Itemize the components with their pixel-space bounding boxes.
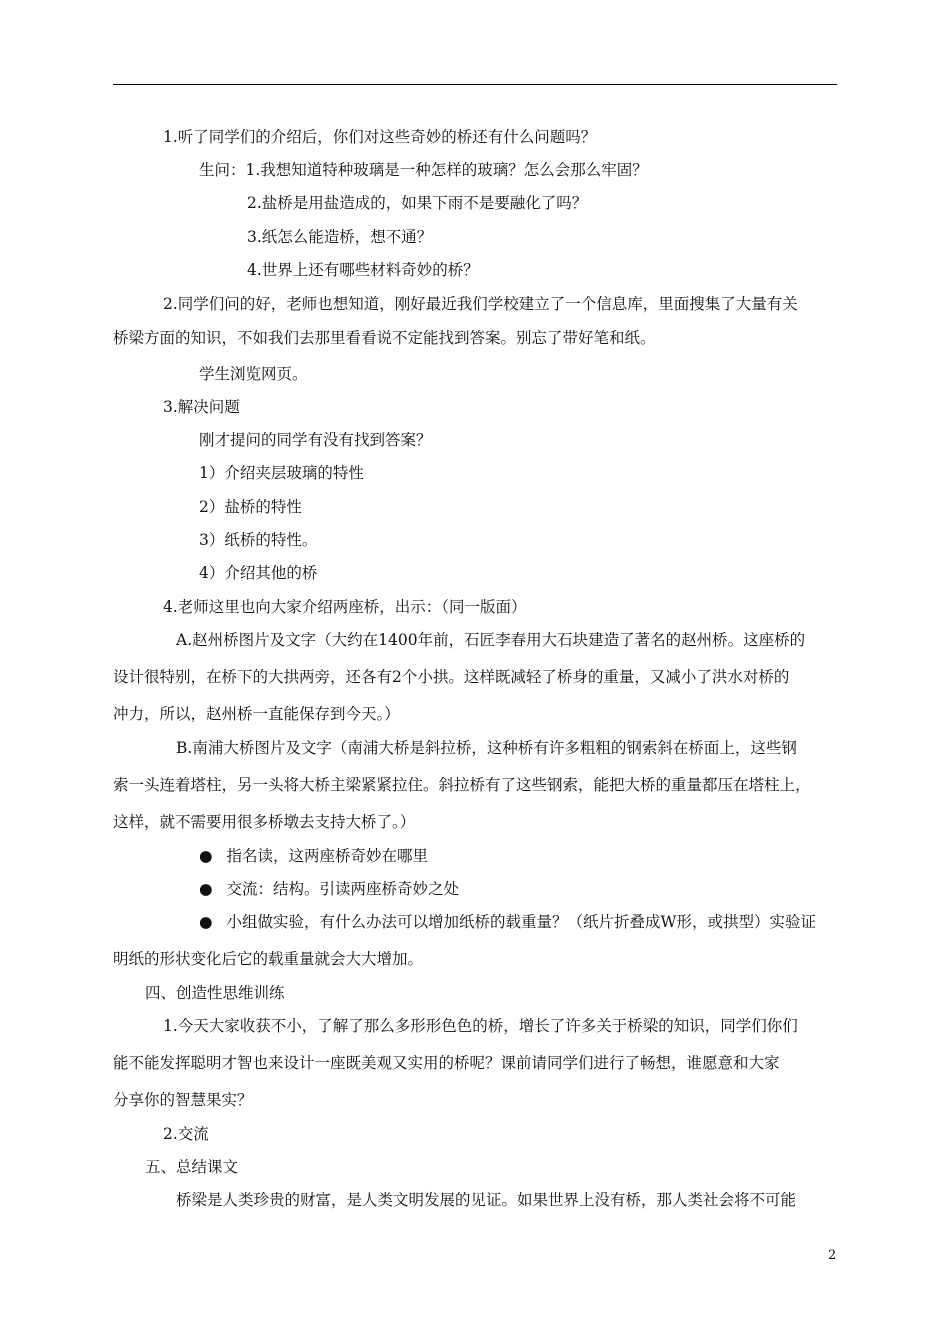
section-heading: 五、总结课文 — [145, 1158, 239, 1176]
section-heading: 四、创造性思维训练 — [145, 984, 285, 1002]
text-line: 4.世界上还有哪些材料奇妙的桥？ — [247, 261, 479, 279]
text-line: 桥梁方面的知识，不如我们去那里看看说不定能找到答案。别忘了带好笔和纸。 — [113, 329, 656, 347]
text-line: 2.盐桥是用盐造成的，如果下雨不是要融化了吗？ — [247, 194, 588, 212]
bullet-text: 小组做实验，有什么办法可以增加纸桥的载重量？（纸片折叠成W形，或拱型）实验证 — [226, 913, 816, 931]
text-line: B.南浦大桥图片及文字（南浦大桥是斜拉桥，这种桥有许多粗粗的钢索斜在桥面上，这些钢 — [176, 739, 797, 757]
text-line: 明纸的形状变化后它的载重量就会大大增加。 — [113, 950, 424, 968]
text-line: 2.同学们问的好，老师也想知道，刚好最近我们学校建立了一个信息库，里面搜集了大量有关 — [163, 295, 798, 313]
text-line: 能不能发挥聪明才智也来设计一座既美观又实用的桥呢？课前请同学们进行了畅想，谁愿意和大家 — [113, 1054, 780, 1072]
bullet-icon: ● — [199, 847, 213, 865]
text-line: 3.纸怎么能造桥，想不通？ — [247, 228, 433, 246]
text-line: 索一头连着塔柱，另一头将大桥主梁紧紧拉住。斜拉桥有了这些钢索，能把大桥的重量都压在塔柱上， — [113, 776, 811, 794]
text-line: 分享你的智慧果实？ — [113, 1091, 253, 1109]
text-line: 学生浏览网页。 — [199, 365, 308, 383]
text-line: 1）介绍夹层玻璃的特性 — [199, 464, 364, 482]
text-line: 3）纸桥的特性。 — [199, 531, 318, 549]
text-line: 2）盐桥的特性 — [199, 498, 302, 516]
page-number: 2 — [828, 1248, 837, 1263]
text-line: 2.交流 — [163, 1125, 209, 1143]
bullet-text: 交流：结构。引读两座桥奇妙之处 — [226, 880, 460, 898]
bullet-icon: ● — [199, 880, 213, 898]
text-line: 3.解决问题 — [163, 398, 240, 416]
bullet-text: 指名读，这两座桥奇妙在哪里 — [226, 847, 429, 865]
bullet-item — [199, 912, 816, 932]
text-line: 4.老师这里也向大家介绍两座桥，出示：（同一版面） — [163, 598, 527, 616]
text-line: 冲力，所以，赵州桥一直能保存到今天。） — [113, 705, 400, 723]
text-line: 刚才提问的同学有没有找到答案？ — [199, 431, 432, 449]
text-line: 生问：1.我想知道特种玻璃是一种怎样的玻璃？怎么会那么牢固？ — [199, 161, 648, 179]
bullet-icon: ● — [199, 913, 213, 931]
text-line: 这样，就不需要用很多桥墩去支持大桥了。） — [113, 813, 416, 831]
text-line: 4）介绍其他的桥 — [199, 564, 318, 582]
bullet-item — [199, 846, 428, 866]
text-line: 设计很特别，在桥下的大拱两旁，还各有2个小拱。这样既减轻了桥身的重量，又减小了洪水对桥的 — [113, 668, 790, 686]
text-line: 1.听了同学们的介绍后，你们对这些奇妙的桥还有什么问题吗？ — [163, 128, 597, 146]
bullet-item — [199, 879, 459, 899]
text-line: 1.今天大家收获不小，了解了那么多形形色色的桥，增长了许多关于桥梁的知识，同学们你们 — [163, 1017, 798, 1035]
header-rule — [113, 84, 837, 85]
text-line: 桥梁是人类珍贵的财富，是人类文明发展的见证。如果世界上没有桥，那人类社会将不可能 — [176, 1191, 797, 1209]
text-line: A.赵州桥图片及文字（大约在1400年前，石匠李春用大石块建造了著名的赵州桥。这座桥的 — [176, 631, 806, 649]
